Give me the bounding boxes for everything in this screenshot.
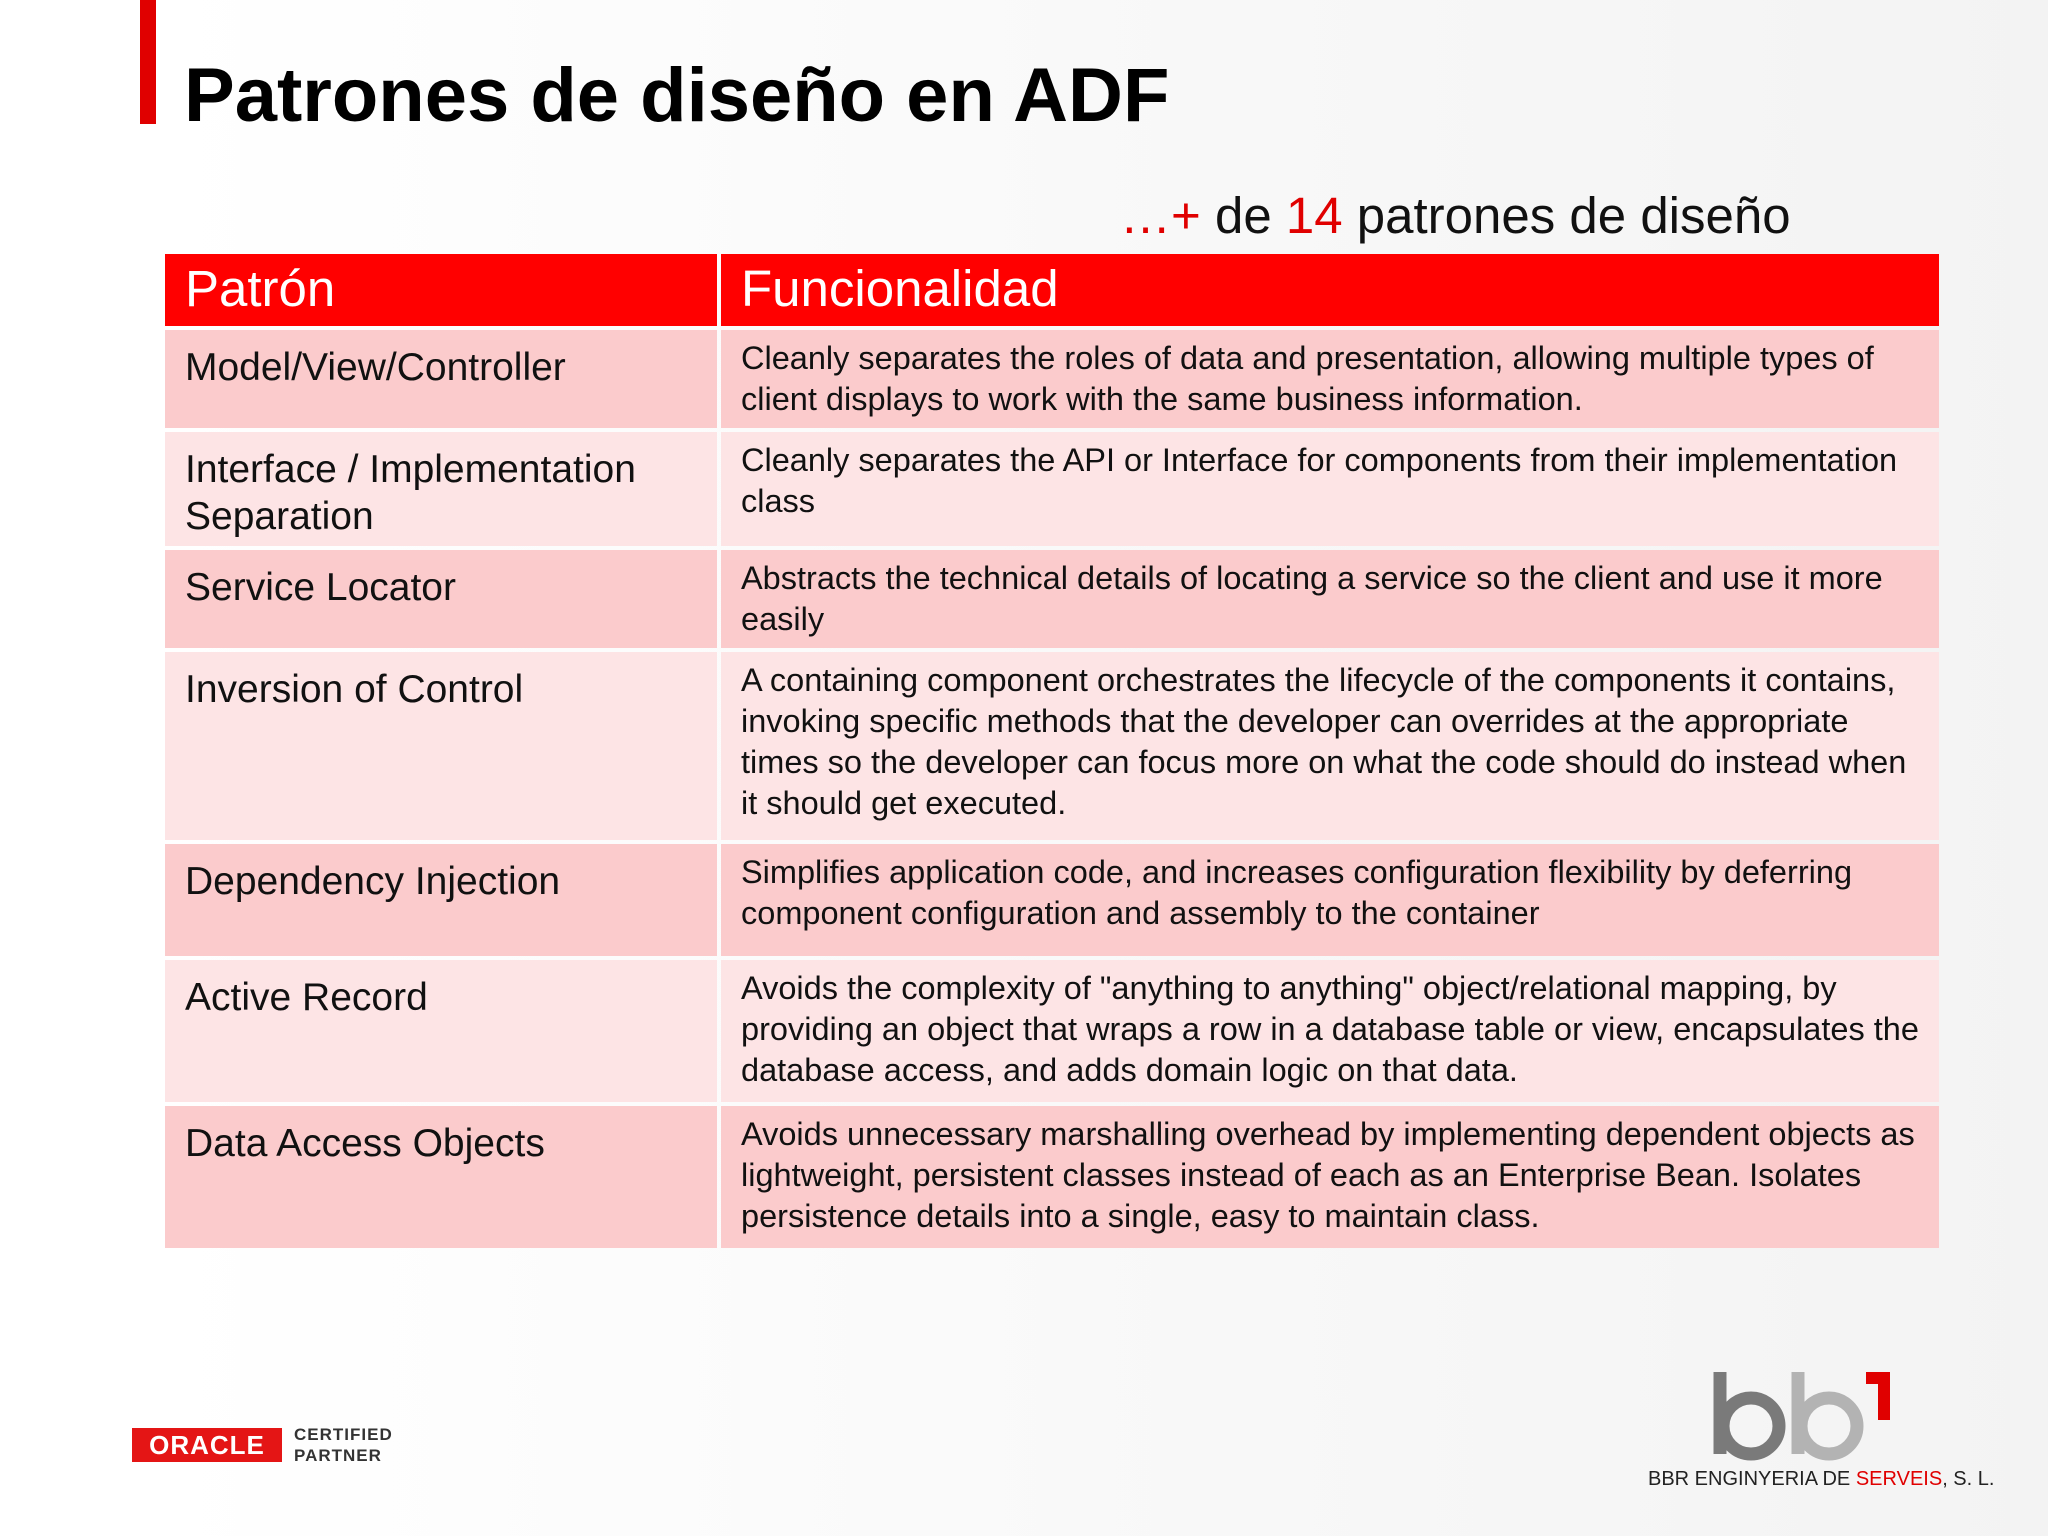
subtitle-suffix: patrones de diseño (1356, 187, 1791, 244)
pattern-description: Cleanly separates the API or Interface for components from their implementation class (721, 432, 1939, 546)
table-row (165, 330, 1939, 428)
company-name-highlight: SERVEIS (1855, 1468, 1943, 1490)
table-row (165, 432, 1939, 546)
table-row (165, 1106, 1939, 1248)
oracle-certified-partner-logo (132, 1424, 394, 1466)
subtitle-prefix: …+ (1120, 187, 1201, 244)
table-row (165, 550, 1939, 648)
pattern-name: Model/View/Controller (165, 330, 717, 428)
pattern-description: Cleanly separates the roles of data and presentation, allowing multiple types of client displays to work with the same business information. (721, 330, 1939, 428)
oracle-certified-text (294, 1424, 393, 1466)
subtitle-count: 14 (1285, 187, 1343, 244)
pattern-name: Active Record (165, 960, 717, 1102)
oracle-logo: ORACLE (132, 1428, 282, 1462)
pattern-description: Avoids the complexity of "anything to anything" object/relational mapping, by providing an object that wraps a row in a database table or view, encapsulates the database access, and adds domain logic on that data. (721, 960, 1939, 1102)
pattern-description: A containing component orchestrates the lifecycle of the components it contains, invoking specific methods that the developer can overrides at the appropriate times so the developer can focus more on what the code should do instead when it should get executed. (721, 652, 1939, 840)
subtitle (1120, 186, 1791, 245)
header-functionality: Funcionalidad (721, 254, 1939, 326)
company-name-prefix: BBR ENGINYERIA DE (1648, 1468, 1851, 1490)
pattern-name: Inversion of Control (165, 652, 717, 840)
patterns-table (161, 250, 1943, 1252)
bbr-logo (1700, 1362, 1900, 1464)
table-row (165, 960, 1939, 1102)
oracle-partner-label: PARTNER (294, 1446, 382, 1465)
pattern-name: Dependency Injection (165, 844, 717, 956)
pattern-description: Avoids unnecessary marshalling overhead by implementing dependent objects as lightweight, persistent classes instead of each as an Enterprise Bean. Isolates persistence details into a single, easy to maintain class. (721, 1106, 1939, 1248)
table-row (165, 652, 1939, 840)
table-row (165, 844, 1939, 956)
company-name-suffix: , S. L. (1942, 1468, 1995, 1490)
oracle-certified-label: CERTIFIED (294, 1425, 393, 1444)
subtitle-de: de (1214, 187, 1272, 244)
pattern-name: Service Locator (165, 550, 717, 648)
pattern-name: Data Access Objects (165, 1106, 717, 1248)
pattern-description: Abstracts the technical details of locating a service so the client and use it more easily (721, 550, 1939, 648)
table-header-row (165, 254, 1939, 326)
title-accent-bar (140, 0, 156, 124)
pattern-name: Interface / Implementation Separation (165, 432, 717, 546)
company-name (1648, 1468, 1994, 1491)
slide-title: Patrones de diseño en ADF (184, 53, 1170, 138)
header-pattern: Patrón (165, 254, 717, 326)
pattern-description: Simplifies application code, and increases configuration flexibility by deferring component configuration and assembly to the container (721, 844, 1939, 956)
